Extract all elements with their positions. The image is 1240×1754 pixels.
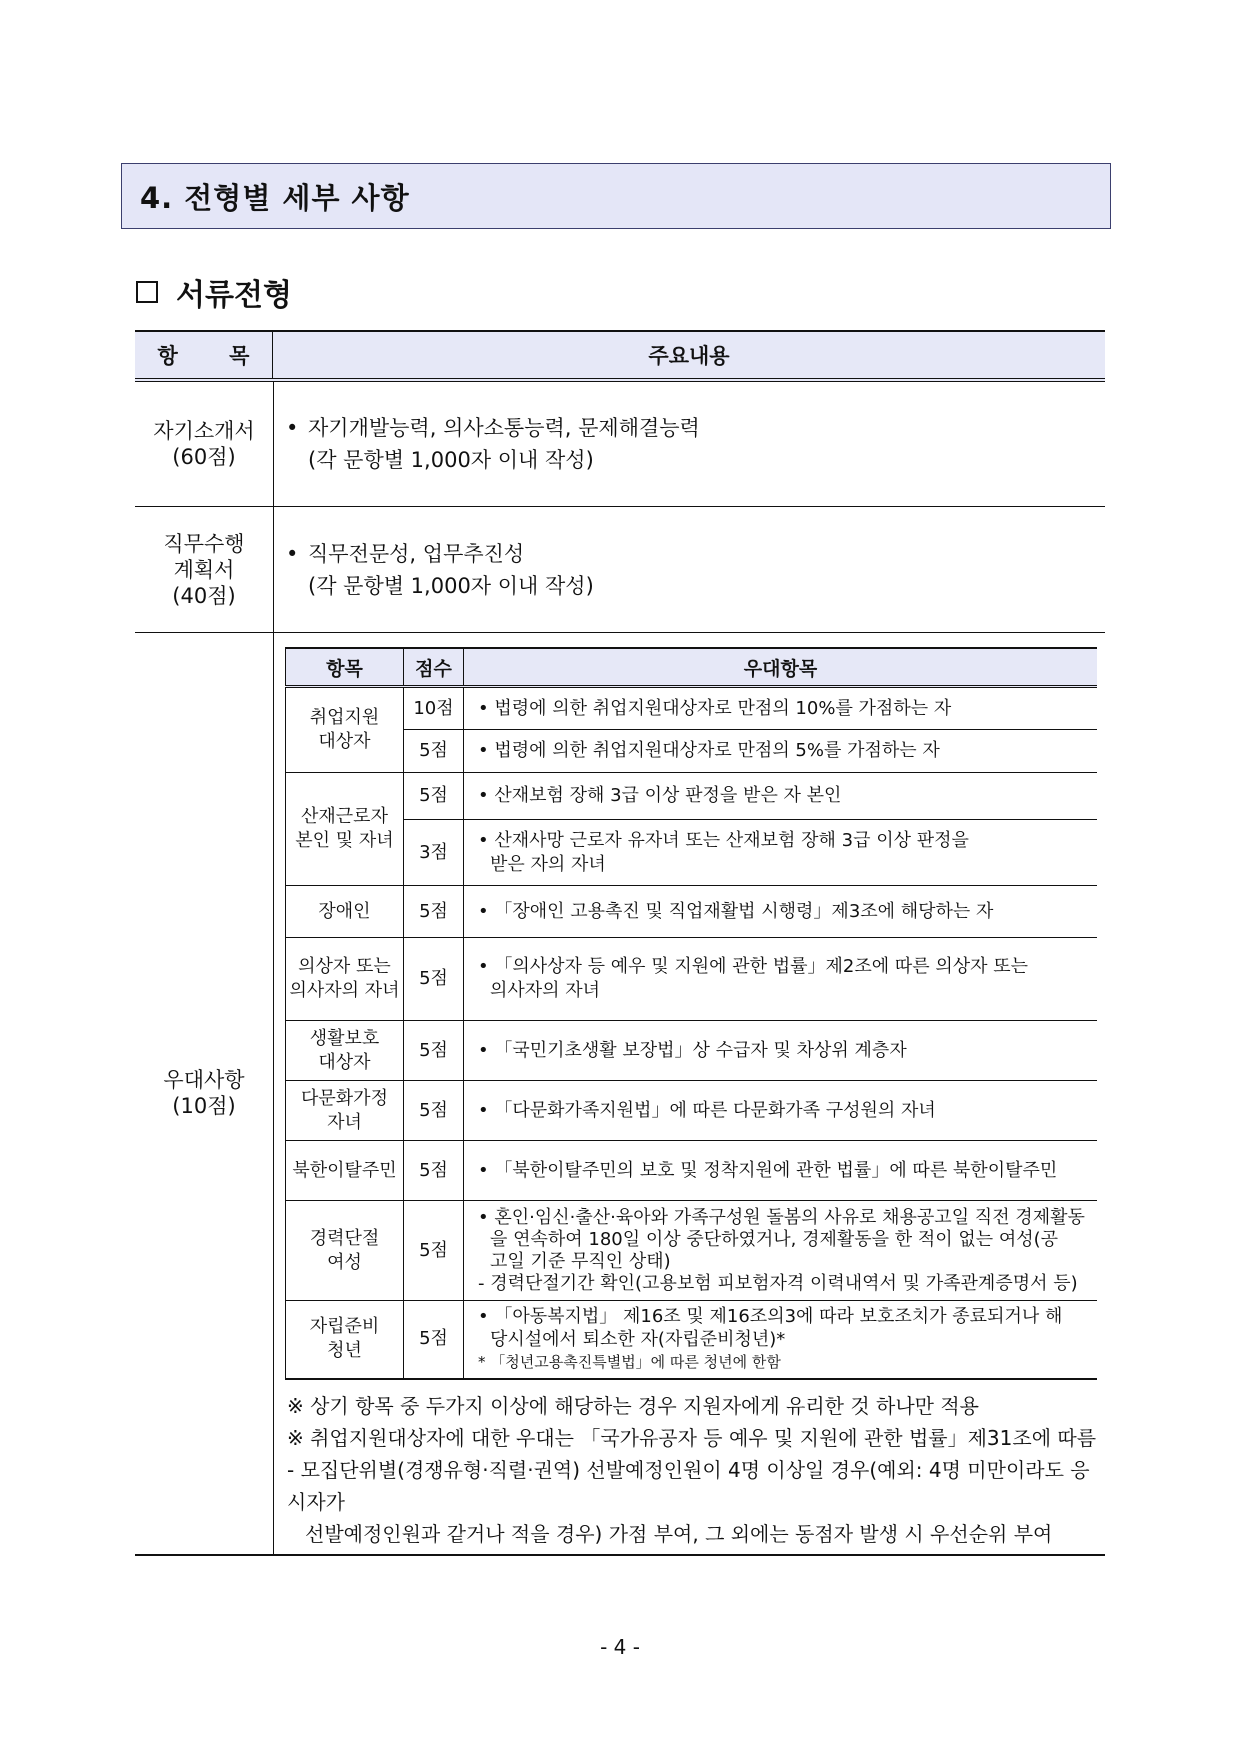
desc: • 「아동복지법」 제16조 및 제16조의3에 따라 보호조치가 종료되거나 해 당시설에서 퇴소한 자(자립준비청년)* * 「청년고용촉진특별법」에 따른 청년에 한함 [464, 1301, 1098, 1379]
score: 5점 [404, 886, 464, 938]
table-row [286, 1081, 1098, 1141]
preference-table [285, 647, 1097, 1380]
table-row [135, 507, 1105, 633]
score: 5점 [404, 1201, 464, 1301]
group-name: 경력단절 여성 [286, 1201, 404, 1301]
group-name: 다문화가정 자녀 [286, 1081, 404, 1141]
score: 5점 [404, 1081, 464, 1141]
inner-header-score: 점수 [404, 648, 464, 687]
table-row [135, 382, 1105, 507]
table-row [286, 687, 1098, 730]
header-content: 주요내용 [648, 344, 730, 368]
group-name: 북한이탈주민 [286, 1141, 404, 1201]
score: 5점 [404, 1141, 464, 1201]
table-row [286, 1201, 1098, 1301]
preference-content [274, 633, 1105, 1554]
table-row-preference [135, 633, 1105, 1556]
table-row [286, 1141, 1098, 1201]
row-item: 직무수행 계획서 (40점) [135, 507, 274, 632]
document-screening-table [135, 330, 1105, 1556]
score: 5점 [404, 938, 464, 1021]
row-item: 우대사항 (10점) [135, 633, 274, 1554]
note-line: ※ 상기 항목 중 두가지 이상에 해당하는 경우 지원자에게 유리한 것 하나만 적용 [287, 1393, 979, 1418]
page-number: - 4 - [600, 1635, 640, 1659]
score: 5점 [404, 730, 464, 773]
note-line: ※ 취업지원대상자에 대한 우대는 「국가유공자 등 예우 및 지원에 관한 법률」제31조에 따름 [287, 1425, 1097, 1450]
desc: • 법령에 의한 취업지원대상자로 만점의 5%를 가점하는 자 [464, 730, 1098, 773]
group-name: 의상자 또는 의사자의 자녀 [286, 938, 404, 1021]
inner-header-desc: 우대항목 [464, 648, 1098, 687]
desc: • 혼인·임신·출산·육아와 가족구성원 돌봄의 사유로 채용공고일 직전 경제활동 을 연속하여 180일 이상 중단하였거나, 경제활동을 한 적이 없는 여성(공 고일 기준 무직인 상태) - 경력단절기간 확인(고용보험 피보험자격 이력내역서 및 가족관계증명서 등) [464, 1201, 1098, 1301]
score: 5점 [404, 1021, 464, 1081]
table-row [286, 1021, 1098, 1081]
score: 10점 [404, 687, 464, 730]
desc: • 「다문화가족지원법」에 따른 다문화가족 구성원의 자녀 [464, 1081, 1098, 1141]
score: 3점 [404, 820, 464, 886]
desc: • 「장애인 고용촉진 및 직업재활법 시행령」제3조에 해당하는 자 [464, 886, 1098, 938]
score: 5점 [404, 773, 464, 820]
bullet-icon: • [286, 541, 299, 566]
subsection-title: 서류전형 [176, 278, 292, 313]
bullet-icon: • [286, 416, 299, 440]
note-line: 선발예정인원과 같거나 적을 경우) 가점 부여, 그 외에는 동점자 발생 시 우선순위 부여 [305, 1521, 1053, 1546]
note-line: - 모집단위별(경쟁유형·직렬·권역) 선발예정인원이 4명 이상일 경우(예외: 4명 미만이라도 응시자가 [287, 1457, 1090, 1514]
group-name: 장애인 [286, 886, 404, 938]
inner-header-item: 항목 [286, 648, 404, 687]
desc: • 「국민기초생활 보장법」상 수급자 및 차상위 계층자 [464, 1021, 1098, 1081]
subsection-heading [136, 270, 292, 314]
table-header [135, 330, 1105, 382]
group-name: 산재근로자 본인 및 자녀 [286, 773, 404, 886]
preference-notes [287, 1390, 1105, 1554]
table-row [286, 938, 1098, 1021]
group-name: 생활보호 대상자 [286, 1021, 404, 1081]
desc: • 산재사망 근로자 유자녀 또는 산재보험 장해 3급 이상 판정을 받은 자의 자녀 [464, 820, 1098, 886]
desc: • 법령에 의한 취업지원대상자로 만점의 10%를 가점하는 자 [464, 687, 1098, 730]
table-row [286, 820, 1098, 886]
header-item: 항 목 [135, 332, 273, 378]
row-item: 자기소개서 (60점) [135, 382, 274, 506]
table-row [286, 730, 1098, 773]
group-name: 취업지원 대상자 [286, 687, 404, 773]
table-row [286, 886, 1098, 938]
table-row [286, 773, 1098, 820]
desc: • 「북한이탈주민의 보호 및 정착지원에 관한 법률」에 따른 북한이탈주민 [464, 1141, 1098, 1201]
square-bullet-icon [136, 281, 158, 303]
section-title: 4. 전형별 세부 사항 [140, 180, 410, 215]
section-title-box [121, 163, 1111, 229]
desc: • 산재보험 장해 3급 이상 판정을 받은 자 본인 [464, 773, 1098, 820]
row-content: • 직무전문성, 업무추진성 (각 문항별 1,000자 이내 작성) [274, 507, 1105, 632]
desc: • 「의사상자 등 예우 및 지원에 관한 법률」제2조에 따른 의상자 또는 의사자의 자녀 [464, 938, 1098, 1021]
table-row [286, 1301, 1098, 1379]
score: 5점 [404, 1301, 464, 1379]
row-content: • 자기개발능력, 의사소통능력, 문제해결능력 (각 문항별 1,000자 이내 작성) [274, 382, 1105, 506]
group-name: 자립준비 청년 [286, 1301, 404, 1379]
